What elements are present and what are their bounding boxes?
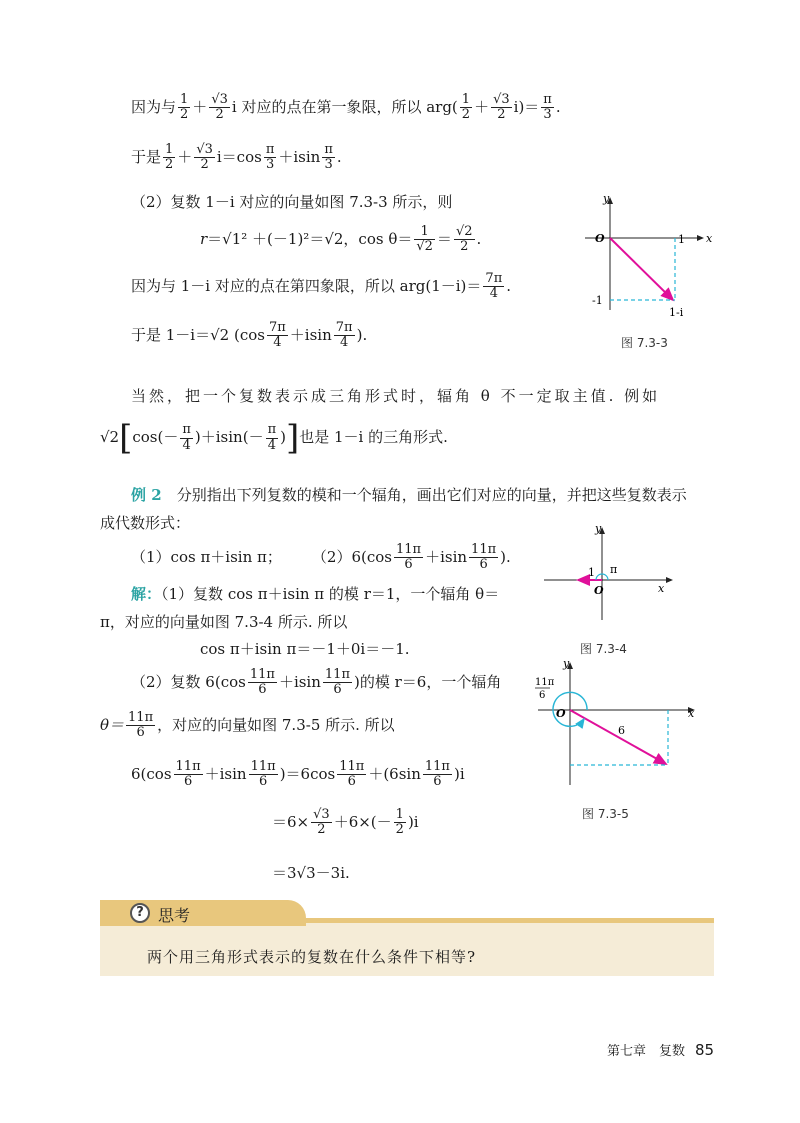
- fraction: $\frac{7\pi}{4}$: [335, 320, 353, 351]
- paragraph-example: √2[cos(－ $\frac{\pi}{4}$ )＋isin(－ $\frac{\pi}{4}$ )]也是 1－i 的三角形式.: [100, 418, 448, 458]
- fraction: $\frac{\pi}{4}$: [182, 422, 191, 453]
- origin-label: O: [556, 707, 566, 720]
- think-title: 思考: [158, 906, 191, 925]
- example-2-questions: （1）cos π＋isin π； （2）6(cos $\frac{11\pi}{6}$ ＋isin $\frac{11\pi}{6}$ ).: [131, 542, 511, 573]
- text: 因为与: [131, 97, 177, 116]
- text: 于是: [131, 147, 162, 166]
- angle-label-num: 11π: [535, 677, 555, 688]
- calculation-line-2: ＝6× $\frac{√3}{2}$ ＋6×(－ $\frac{1}{2}$ )i: [272, 807, 419, 838]
- fraction: $\frac{11\pi}{6}$: [395, 542, 422, 573]
- example-label: 例 2: [131, 486, 162, 504]
- solution-part2-line-1: （2）复数 6(cos $\frac{11\pi}{6}$ ＋isin $\frac{11\pi}{6}$ )的模 r＝6，一个辐角: [131, 667, 502, 698]
- axis-label: y: [603, 192, 610, 205]
- calculation-line-1: 6(cos $\frac{11\pi}{6}$ ＋isin $\frac{11\pi}{6}$ )＝6cos $\frac{11\pi}{6}$ ＋(6sin $\frac{11\pi}{6}$ )i: [131, 759, 465, 790]
- line-arg-first-quadrant: 因为与 $\frac{1}{2}$ ＋ $\frac{√3}{2}$ i 对应的点在第一象限，所以 arg( $\frac{1}{2}$ ＋ $\frac{√3}{2}$ i)＝ $\frac{\pi}{3}$ .: [131, 92, 561, 123]
- solution-line-3: cos π＋isin π＝－1＋0i＝－1.: [200, 640, 410, 658]
- solution-part2-line-2: θ＝ $\frac{11\pi}{6}$ ，对应的向量如图 7.3-5 所示. 所以: [100, 710, 395, 741]
- vector: [570, 710, 666, 764]
- modulus-equation: r＝√1² ＋(－1)²＝√2，cos θ＝ $\frac{1}{√2}$ ＝ $\frac{√2}{2}$ .: [200, 224, 482, 255]
- fraction: $\frac{1}{√2}$: [416, 224, 433, 255]
- axis-label: x: [658, 582, 665, 595]
- vector: [610, 238, 673, 300]
- fraction: $\frac{\pi}{3}$: [543, 92, 552, 123]
- fraction: $\frac{\pi}{4}$: [267, 422, 277, 453]
- paragraph-main-value: 当然，把一个复数表示成三角形式时，辐角 θ 不一定取主值. 例如: [131, 387, 661, 405]
- fraction: $\frac{11\pi}{6}$: [175, 759, 201, 790]
- text: ＋isin: [278, 147, 321, 166]
- angle-label: π: [610, 563, 618, 576]
- fraction: $\frac{11\pi}{6}$: [424, 759, 450, 790]
- question-icon: ?: [130, 903, 150, 923]
- axis-label: x: [706, 232, 713, 245]
- figure-7-3-5: [530, 655, 705, 795]
- example-2-heading: 例 2 分别指出下列复数的模和一个辐角，画出它们对应的向量，并把这些复数表示: [131, 486, 687, 504]
- figure-caption: 图 7.3-3: [621, 336, 668, 350]
- page-footer: [607, 1040, 714, 1059]
- figure-caption: 图 7.3-4: [580, 642, 627, 656]
- calculation-line-3: ＝3√3－3i.: [272, 864, 350, 882]
- figure-7-3-4: [540, 520, 680, 630]
- fraction: $\frac{1}{2}$: [395, 807, 404, 838]
- angle-label-den: 6: [539, 690, 546, 701]
- axis-label: y: [595, 522, 602, 535]
- fraction: $\frac{11\pi}{6}$: [339, 759, 365, 790]
- axis-label: y: [563, 657, 570, 670]
- line-trig-form-1: 于是 $\frac{1}{2}$ ＋ $\frac{√3}{2}$ i＝cos $\frac{\pi}{3}$ ＋isin $\frac{\pi}{3}$ .: [131, 142, 342, 173]
- fraction: $\frac{1}{2}$: [461, 92, 471, 123]
- part2-intro: （2）复数 1－i 对应的向量如图 7.3-3 所示，则: [131, 193, 453, 211]
- example-2-heading-cont: 成代数形式：: [100, 514, 191, 532]
- solution-label: 解：: [131, 585, 162, 603]
- tick-label: 1: [678, 233, 685, 246]
- fraction: $\frac{11\pi}{6}$: [249, 667, 275, 698]
- origin-label: O: [594, 584, 604, 597]
- line-trig-form-2: 于是 1－i＝√2 (cos $\frac{7\pi}{4}$ ＋isin $\frac{7\pi}{4}$ ).: [131, 320, 368, 351]
- think-box: [100, 900, 714, 976]
- text: i 对应的点在第一象限，所以 arg(: [231, 97, 458, 116]
- fraction: $\frac{√2}{2}$: [455, 224, 473, 255]
- think-question: 两个用三角形式表示的复数在什么条件下相等?: [147, 948, 477, 966]
- solution-line-1: 解：（1）复数 cos π＋isin π 的模 r＝1，一个辐角 θ＝: [131, 585, 500, 603]
- tick-label: -1: [592, 294, 603, 307]
- fraction: $\frac{1}{2}$: [180, 92, 189, 123]
- fraction: $\frac{√3}{2}$: [196, 142, 213, 173]
- fraction: $\frac{1}{2}$: [165, 142, 174, 173]
- axis-label: x: [688, 707, 695, 720]
- point-label: 1-i: [669, 306, 684, 319]
- fraction: $\frac{√3}{2}$: [313, 807, 330, 838]
- solution-line-2: π，对应的向量如图 7.3-4 所示. 所以: [100, 613, 348, 631]
- page-number: 85: [695, 1041, 715, 1059]
- chapter-label: 第七章 复数: [607, 1044, 686, 1059]
- text: i＝cos: [216, 147, 262, 166]
- fraction: $\frac{\pi}{3}$: [324, 142, 333, 173]
- fraction: $\frac{\pi}{3}$: [265, 142, 275, 173]
- fraction: $\frac{√3}{2}$: [211, 92, 228, 123]
- text: i)＝: [513, 97, 540, 116]
- fraction: $\frac{7\pi}{4}$: [485, 271, 503, 302]
- fraction: $\frac{11\pi}{6}$: [471, 542, 497, 573]
- length-label: 1: [588, 566, 595, 579]
- fraction: $\frac{11\pi}{6}$: [250, 759, 276, 790]
- figure-7-3-3: [565, 190, 715, 350]
- line-arg-fourth-quadrant: 因为与 1－i 对应的点在第四象限，所以 arg(1－i)＝ $\frac{7\pi}{4}$ .: [131, 271, 512, 302]
- fraction: $\frac{11\pi}{6}$: [128, 710, 154, 741]
- fraction: $\frac{7\pi}{4}$: [268, 320, 286, 351]
- fraction: $\frac{11\pi}{6}$: [324, 667, 350, 698]
- figure-caption: 图 7.3-5: [582, 807, 629, 821]
- length-label: 6: [618, 724, 625, 737]
- fraction: $\frac{√3}{2}$: [493, 92, 510, 123]
- origin-label: O: [595, 232, 605, 245]
